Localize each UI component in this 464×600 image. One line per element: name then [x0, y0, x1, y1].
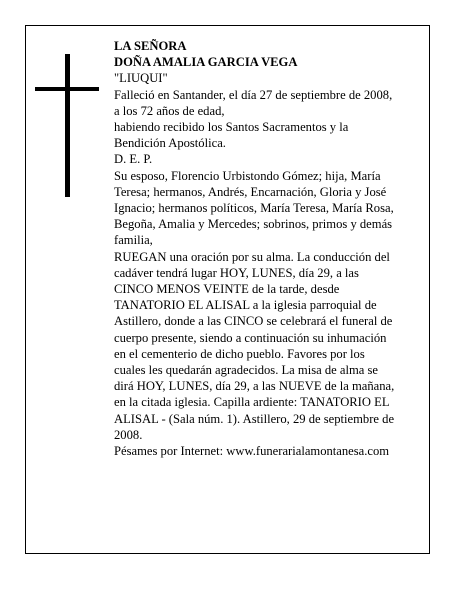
obituary-text [114, 38, 422, 459]
notice-line: en la citada iglesia. Capilla ardiente: TANATORIO EL [114, 395, 390, 410]
notice-line: Bendición Apostólica. [114, 136, 226, 151]
notice-line: cadáver tendrá lugar HOY, LUNES, día 29, a las [114, 265, 359, 280]
notice-line: Begoña, Amalia y Mercedes; sobrinos, primos y demás [114, 217, 393, 232]
notice-line: TANATORIO EL ALISAL a la iglesia parroquial de [114, 298, 377, 313]
notice-heading-title: LA SEÑORA [114, 39, 187, 53]
notice-line: Su esposo, Florencio Urbistondo Gómez; hija, María [114, 168, 381, 183]
notice-line: familia, [114, 233, 153, 248]
notice-line: ALISAL - (Sala núm. 1). Astillero, 29 de septiembre de [114, 411, 395, 426]
cross-horizontal-bar [35, 87, 99, 91]
cross-vertical-bar [65, 54, 70, 197]
notice-line: habiendo recibido los Santos Sacramentos y la [114, 120, 349, 135]
notice-line: Astillero, donde a las CINCO se celebrará el funeral de [114, 314, 393, 329]
notice-line: Teresa; hermanos, Andrés, Encarnación, Gloria y José [114, 184, 387, 199]
condolences-website-line: Pésames por Internet: www.funerarialamontanesa.com [114, 444, 390, 459]
notice-line: RUEGAN una oración por su alma. La conducción del [114, 249, 390, 264]
latin-cross-icon [35, 54, 99, 197]
notice-line: cuales les quedarán agradecidos. La misa de alma se [114, 363, 379, 378]
notice-line: a los 72 años de edad, [114, 103, 225, 118]
notice-line: 2008. [114, 427, 143, 442]
notice-line: Ignacio; hermanos políticos, María Teresa, María Rosa, [114, 201, 394, 216]
notice-line: Falleció en Santander, el día 27 de septiembre de 2008, [114, 87, 393, 102]
notice-line: cuerpo presente, siendo a continuación su inhumación [114, 330, 387, 345]
deceased-name: DOÑA AMALIA GARCIA VEGA [114, 55, 298, 70]
deceased-nickname: "LIUQUI" [114, 71, 168, 86]
notice-line-dep: D. E. P. [114, 152, 153, 167]
notice-line: en el cementerio de dicho pueblo. Favores por los [114, 346, 365, 361]
notice-line: dirá HOY, LUNES, día 29, a las NUEVE de la mañana, [114, 379, 395, 394]
notice-line: CINCO MENOS VEINTE de la tarde, desde [114, 282, 340, 297]
